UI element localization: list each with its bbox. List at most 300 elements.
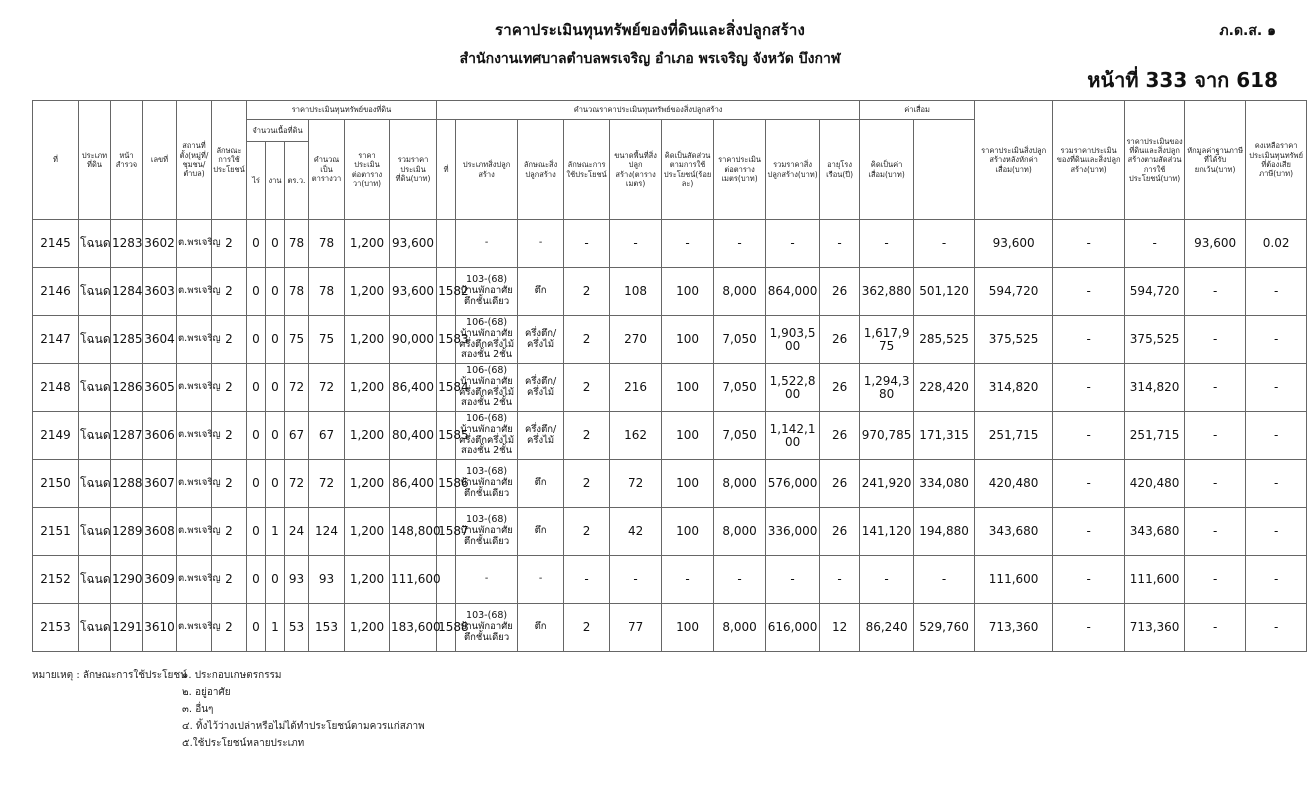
cell-b-type: 106-(68) บ้านพักอาศัยครึ่งตึกครึ่งไม้สองชั้น 2ชั้น xyxy=(456,412,518,460)
cell-tax-rate: - xyxy=(1246,556,1307,604)
cell-land-type: โฉนด xyxy=(79,364,111,412)
cell-location: ต.พรเจริญ xyxy=(177,556,212,604)
cell-b-price-per-m: 8,000 xyxy=(714,508,766,556)
cell-depr: 86,240 xyxy=(860,604,914,652)
cell-b-usage: 2 xyxy=(564,460,610,508)
cell-number: 3609 xyxy=(143,556,177,604)
cell-price-per-wa: 1,200 xyxy=(345,220,390,268)
cell-b-area: 270 xyxy=(610,316,662,364)
cell-sum-all: 314,820 xyxy=(975,364,1053,412)
cell-depr: 1,294,380 xyxy=(860,364,914,412)
cell-b-style: - xyxy=(518,556,564,604)
cell-no: 2147 xyxy=(33,316,79,364)
cell-b-style: ครึ่งตึก/ครึ่งไม้ xyxy=(518,364,564,412)
col-ratio-value: ราคาประเมินของที่ดินและสิ่งปลูกสร้างตามสัดส่วนการใช้ประโยชน์(บาท) xyxy=(1125,101,1185,220)
cell-deduct: - xyxy=(1125,220,1185,268)
cell-b-after: 334,080 xyxy=(914,460,975,508)
cell-remain: - xyxy=(1185,412,1246,460)
cell-page: 1291 xyxy=(111,604,143,652)
cell-land-type: โฉนด xyxy=(79,316,111,364)
cell-b-type: 103-(68) บ้านพักอาศัยตึกชั้นเดียว xyxy=(456,604,518,652)
cell-usage: 2 xyxy=(212,268,247,316)
cell-b-no: 1587 xyxy=(437,508,456,556)
cell-age: 12 xyxy=(820,604,860,652)
cell-sum-all: 111,600 xyxy=(975,556,1053,604)
cell-age: 26 xyxy=(820,412,860,460)
cell-land-total: 93,600 xyxy=(390,268,437,316)
cell-remain: - xyxy=(1185,508,1246,556)
cell-deduct: 251,715 xyxy=(1125,412,1185,460)
cell-remain: - xyxy=(1185,364,1246,412)
page-title: ราคาประเมินทุนทรัพย์ของที่ดินและสิ่งปลูกสร้าง xyxy=(494,21,806,39)
col-deduct: หักมูลค่าฐานภาษีที่ได้รับยกเว้น(บาท) xyxy=(1185,101,1246,220)
cell-ngan: 0 xyxy=(266,364,285,412)
cell-ratio-value: - xyxy=(1053,556,1125,604)
cell-land-total: 90,000 xyxy=(390,316,437,364)
cell-b-area: 77 xyxy=(610,604,662,652)
cell-ngan: 0 xyxy=(266,268,285,316)
col-page: หน้าสำรวจ xyxy=(111,101,143,220)
cell-b-total: 1,903,500 xyxy=(766,316,820,364)
cell-rai: 0 xyxy=(247,220,266,268)
table-row xyxy=(33,556,1307,604)
cell-b-after: 501,120 xyxy=(914,268,975,316)
cell-tax-rate: - xyxy=(1246,508,1307,556)
cell-rai: 0 xyxy=(247,316,266,364)
cell-b-usage: 2 xyxy=(564,604,610,652)
cell-deduct: 314,820 xyxy=(1125,364,1185,412)
cell-deduct: 594,720 xyxy=(1125,268,1185,316)
cell-ratio-value: - xyxy=(1053,604,1125,652)
cell-b-price-per-m: - xyxy=(714,556,766,604)
cell-wa: 72 xyxy=(285,460,309,508)
cell-age: 26 xyxy=(820,460,860,508)
col-building-usage: ลักษณะการใช้ประโยชน์ xyxy=(564,120,610,220)
cell-b-area: - xyxy=(610,556,662,604)
col-total-wa: คำนวณเป็นตารางวา xyxy=(309,120,345,220)
cell-remain: - xyxy=(1185,268,1246,316)
cell-land-total: 183,600 xyxy=(390,604,437,652)
cell-b-price-per-m: 7,050 xyxy=(714,364,766,412)
cell-no: 2148 xyxy=(33,364,79,412)
cell-b-percent: 100 xyxy=(662,604,714,652)
cell-rai: 0 xyxy=(247,604,266,652)
cell-b-style: ตึก xyxy=(518,604,564,652)
cell-price-per-wa: 1,200 xyxy=(345,460,390,508)
cell-b-style: - xyxy=(518,220,564,268)
cell-no: 2150 xyxy=(33,460,79,508)
cell-b-no: 1588 xyxy=(437,604,456,652)
cell-number: 3606 xyxy=(143,412,177,460)
cell-total-wa: 75 xyxy=(309,316,345,364)
cell-b-price-per-m: 8,000 xyxy=(714,460,766,508)
col-after-depreciation: ราคาประเมินสิ่งปลูกสร้างหลังหักค่าเสื่อม(บาท) xyxy=(975,101,1053,220)
table-row xyxy=(33,412,1307,460)
form-code: ภ.ด.ส. ๑ xyxy=(1219,23,1276,39)
cell-land-type: โฉนด xyxy=(79,268,111,316)
cell-b-type: - xyxy=(456,556,518,604)
table-row xyxy=(33,508,1307,556)
cell-usage: 2 xyxy=(212,604,247,652)
cell-ngan: 1 xyxy=(266,508,285,556)
cell-remain: 93,600 xyxy=(1185,220,1246,268)
cell-b-type: 103-(68) บ้านพักอาศัยตึกชั้นเดียว xyxy=(456,460,518,508)
cell-price-per-wa: 1,200 xyxy=(345,268,390,316)
cell-age: 26 xyxy=(820,316,860,364)
cell-b-after: 529,760 xyxy=(914,604,975,652)
cell-b-area: 162 xyxy=(610,412,662,460)
cell-ratio-value: - xyxy=(1053,412,1125,460)
cell-wa: 75 xyxy=(285,316,309,364)
cell-wa: 24 xyxy=(285,508,309,556)
cell-wa: 67 xyxy=(285,412,309,460)
cell-b-type: 106-(68) บ้านพักอาศัยครึ่งตึกครึ่งไม้สองชั้น 2ชั้น xyxy=(456,364,518,412)
cell-age: 26 xyxy=(820,268,860,316)
cell-number: 3603 xyxy=(143,268,177,316)
cell-location: ต.พรเจริญ xyxy=(177,412,212,460)
cell-tax-rate: - xyxy=(1246,364,1307,412)
cell-land-total: 93,600 xyxy=(390,220,437,268)
cell-wa: 78 xyxy=(285,268,309,316)
cell-page: 1283 xyxy=(111,220,143,268)
col-group-land: ราคาประเมินทุนทรัพย์ของที่ดิน xyxy=(247,101,437,120)
cell-tax-rate: - xyxy=(1246,268,1307,316)
cell-total-wa: 72 xyxy=(309,460,345,508)
cell-no: 2149 xyxy=(33,412,79,460)
col-age: อายุโรงเรือน(ปี) xyxy=(820,120,860,220)
cell-price-per-wa: 1,200 xyxy=(345,604,390,652)
cell-land-type: โฉนด xyxy=(79,412,111,460)
cell-depr: 241,920 xyxy=(860,460,914,508)
cell-b-style: ครึ่งตึก/ครึ่งไม้ xyxy=(518,316,564,364)
col-building-price: ราคาประเมินต่อตารางเมตร(บาท) xyxy=(714,120,766,220)
cell-b-total: 616,000 xyxy=(766,604,820,652)
cell-number: 3610 xyxy=(143,604,177,652)
col-group-area: จำนวนเนื้อที่ดิน xyxy=(247,120,309,142)
col-land-total: รวมราคาประเมินที่ดิน(บาท) xyxy=(390,120,437,220)
footnote-lead: หมายเหตุ : ลักษณะการใช้ประโยชน์ xyxy=(32,670,187,681)
col-building-no: ที่ xyxy=(437,120,456,220)
cell-no: 2146 xyxy=(33,268,79,316)
cell-location: ต.พรเจริญ xyxy=(177,460,212,508)
cell-location: ต.พรเจริญ xyxy=(177,220,212,268)
col-rai: ไร่ xyxy=(247,142,266,220)
cell-land-total: 86,400 xyxy=(390,460,437,508)
cell-deduct: 375,525 xyxy=(1125,316,1185,364)
cell-rai: 0 xyxy=(247,364,266,412)
cell-page: 1287 xyxy=(111,412,143,460)
cell-b-price-per-m: - xyxy=(714,220,766,268)
cell-b-total: - xyxy=(766,220,820,268)
cell-usage: 2 xyxy=(212,364,247,412)
cell-remain: - xyxy=(1185,604,1246,652)
cell-b-no xyxy=(437,220,456,268)
cell-number: 3604 xyxy=(143,316,177,364)
col-location: สถานที่ตั้ง(หมู่ที่/ชุมชน/ตำบล) xyxy=(177,101,212,220)
cell-depr: 970,785 xyxy=(860,412,914,460)
cell-b-total: 1,522,800 xyxy=(766,364,820,412)
cell-b-area: 42 xyxy=(610,508,662,556)
col-building-type: ประเภทสิ่งปลูกสร้าง xyxy=(456,120,518,220)
footnote-item: ๑. ประกอบเกษตรกรรม xyxy=(182,670,282,681)
table-row xyxy=(33,316,1307,364)
cell-page: 1288 xyxy=(111,460,143,508)
cell-sum-all: 251,715 xyxy=(975,412,1053,460)
col-group-depreciation: ค่าเสื่อม xyxy=(860,101,975,120)
cell-b-type: 106-(68) บ้านพักอาศัยครึ่งตึกครึ่งไม้สองชั้น 2ชั้น xyxy=(456,316,518,364)
col-number: เลขที่ xyxy=(143,101,177,220)
cell-land-type: โฉนด xyxy=(79,508,111,556)
cell-wa: 53 xyxy=(285,604,309,652)
cell-depr: 362,880 xyxy=(860,268,914,316)
cell-remain: - xyxy=(1185,316,1246,364)
cell-usage: 2 xyxy=(212,220,247,268)
cell-b-area: 72 xyxy=(610,460,662,508)
footnote-item: ๓. อื่นๆ xyxy=(182,704,214,715)
cell-b-percent: 100 xyxy=(662,268,714,316)
cell-page: 1290 xyxy=(111,556,143,604)
cell-b-percent: - xyxy=(662,220,714,268)
cell-total-wa: 78 xyxy=(309,220,345,268)
cell-ratio-value: - xyxy=(1053,316,1125,364)
cell-usage: 2 xyxy=(212,412,247,460)
cell-price-per-wa: 1,200 xyxy=(345,508,390,556)
cell-b-no: 1584 xyxy=(437,364,456,412)
cell-tax-rate: - xyxy=(1246,412,1307,460)
cell-number: 3605 xyxy=(143,364,177,412)
cell-b-price-per-m: 8,000 xyxy=(714,604,766,652)
col-no: ที่ xyxy=(33,101,79,220)
cell-remain: - xyxy=(1185,460,1246,508)
cell-age: - xyxy=(820,556,860,604)
cell-b-after: 228,420 xyxy=(914,364,975,412)
cell-b-area: 108 xyxy=(610,268,662,316)
col-depreciation: คิดเป็นค่าเสื่อม(บาท) xyxy=(860,120,914,220)
cell-age: 26 xyxy=(820,508,860,556)
page-number: หน้าที่ 333 จาก 618 xyxy=(1087,68,1278,92)
cell-page: 1284 xyxy=(111,268,143,316)
cell-b-area: - xyxy=(610,220,662,268)
cell-total-wa: 78 xyxy=(309,268,345,316)
cell-price-per-wa: 1,200 xyxy=(345,412,390,460)
cell-sum-all: 93,600 xyxy=(975,220,1053,268)
cell-b-percent: 100 xyxy=(662,412,714,460)
table-row xyxy=(33,460,1307,508)
cell-page: 1286 xyxy=(111,364,143,412)
cell-land-type: โฉนด xyxy=(79,220,111,268)
col-building-area: ขนาดพื้นที่สิ่งปลูกสร้าง(ตารางเมตร) xyxy=(610,120,662,220)
cell-land-total: 80,400 xyxy=(390,412,437,460)
cell-depr: - xyxy=(860,556,914,604)
cell-tax-rate: 0.02 xyxy=(1246,220,1307,268)
table-body xyxy=(33,220,1307,652)
cell-sum-all: 713,360 xyxy=(975,604,1053,652)
cell-rai: 0 xyxy=(247,460,266,508)
cell-age: 26 xyxy=(820,364,860,412)
cell-sum-all: 375,525 xyxy=(975,316,1053,364)
cell-b-price-per-m: 7,050 xyxy=(714,412,766,460)
cell-b-no: 1586 xyxy=(437,460,456,508)
table-row xyxy=(33,268,1307,316)
cell-land-type: โฉนด xyxy=(79,460,111,508)
cell-depr: 1,617,975 xyxy=(860,316,914,364)
col-group-building: คำนวณราคาประเมินทุนทรัพย์ของสิ่งปลูกสร้าง xyxy=(437,101,860,120)
cell-price-per-wa: 1,200 xyxy=(345,316,390,364)
cell-b-usage: 2 xyxy=(564,508,610,556)
cell-number: 3608 xyxy=(143,508,177,556)
cell-location: ต.พรเจริญ xyxy=(177,268,212,316)
footnote-item: ๕.ใช้ประโยชน์หลายประเภท xyxy=(182,738,305,749)
cell-total-wa: 124 xyxy=(309,508,345,556)
cell-b-percent: 100 xyxy=(662,508,714,556)
cell-rai: 0 xyxy=(247,412,266,460)
cell-b-usage: - xyxy=(564,220,610,268)
cell-land-type: โฉนด xyxy=(79,604,111,652)
cell-deduct: 343,680 xyxy=(1125,508,1185,556)
col-price-per-wa: ราคาประเมินต่อตารางวา(บาท) xyxy=(345,120,390,220)
col-remain: คงเหลือราคาประเมินทุนทรัพย์ที่ต้องเสียภาษี(บาท) xyxy=(1246,101,1307,220)
cell-land-total: 111,600 xyxy=(390,556,437,604)
cell-sum-all: 343,680 xyxy=(975,508,1053,556)
cell-total-wa: 67 xyxy=(309,412,345,460)
cell-b-percent: 100 xyxy=(662,364,714,412)
cell-b-no: 1585 xyxy=(437,412,456,460)
cell-ngan: 0 xyxy=(266,556,285,604)
cell-b-percent: 100 xyxy=(662,460,714,508)
col-wa: ตร.ว. xyxy=(285,142,309,220)
cell-number: 3602 xyxy=(143,220,177,268)
cell-no: 2151 xyxy=(33,508,79,556)
cell-b-after: 171,315 xyxy=(914,412,975,460)
cell-deduct: 420,480 xyxy=(1125,460,1185,508)
cell-ngan: 1 xyxy=(266,604,285,652)
cell-b-percent: - xyxy=(662,556,714,604)
cell-b-usage: - xyxy=(564,556,610,604)
cell-b-total: - xyxy=(766,556,820,604)
assessment-table xyxy=(32,100,1307,652)
cell-b-total: 1,142,100 xyxy=(766,412,820,460)
cell-b-after: - xyxy=(914,220,975,268)
cell-b-no: 1583 xyxy=(437,316,456,364)
cell-page: 1289 xyxy=(111,508,143,556)
cell-price-per-wa: 1,200 xyxy=(345,556,390,604)
cell-ngan: 0 xyxy=(266,412,285,460)
cell-b-type: - xyxy=(456,220,518,268)
col-usage: ลักษณะการใช้ประโยชน์ xyxy=(212,101,247,220)
cell-b-usage: 2 xyxy=(564,316,610,364)
cell-b-style: ตึก xyxy=(518,268,564,316)
cell-b-usage: 2 xyxy=(564,412,610,460)
cell-remain: - xyxy=(1185,556,1246,604)
cell-usage: 2 xyxy=(212,316,247,364)
office-subtitle: สำนักงานเทศบาลตำบลพรเจริญ อำเภอ พรเจริญ จังหวัด บึงกาฬ xyxy=(459,51,841,67)
cell-sum-all: 594,720 xyxy=(975,268,1053,316)
cell-total-wa: 72 xyxy=(309,364,345,412)
cell-rai: 0 xyxy=(247,508,266,556)
cell-tax-rate: - xyxy=(1246,460,1307,508)
cell-b-style: ครึ่งตึก/ครึ่งไม้ xyxy=(518,412,564,460)
cell-ratio-value: - xyxy=(1053,508,1125,556)
cell-usage: 2 xyxy=(212,556,247,604)
cell-total-wa: 153 xyxy=(309,604,345,652)
cell-rai: 0 xyxy=(247,268,266,316)
cell-b-after: 285,525 xyxy=(914,316,975,364)
cell-location: ต.พรเจริญ xyxy=(177,508,212,556)
cell-b-usage: 2 xyxy=(564,268,610,316)
cell-b-usage: 2 xyxy=(564,364,610,412)
cell-b-no: 1582 xyxy=(437,268,456,316)
cell-usage: 2 xyxy=(212,508,247,556)
cell-ngan: 0 xyxy=(266,460,285,508)
cell-deduct: 713,360 xyxy=(1125,604,1185,652)
col-building-style: ลักษณะสิ่งปลูกสร้าง xyxy=(518,120,564,220)
cell-b-area: 216 xyxy=(610,364,662,412)
cell-b-price-per-m: 8,000 xyxy=(714,268,766,316)
cell-b-price-per-m: 7,050 xyxy=(714,316,766,364)
table-row xyxy=(33,220,1307,268)
cell-b-after: 194,880 xyxy=(914,508,975,556)
cell-b-after: - xyxy=(914,556,975,604)
table-row xyxy=(33,604,1307,652)
cell-land-total: 86,400 xyxy=(390,364,437,412)
cell-b-style: ตึก xyxy=(518,508,564,556)
cell-b-type: 103-(68) บ้านพักอาศัยตึกชั้นเดียว xyxy=(456,508,518,556)
cell-wa: 78 xyxy=(285,220,309,268)
cell-ratio-value: - xyxy=(1053,268,1125,316)
table-row xyxy=(33,364,1307,412)
cell-ngan: 0 xyxy=(266,220,285,268)
cell-ratio-value: - xyxy=(1053,220,1125,268)
cell-location: ต.พรเจริญ xyxy=(177,604,212,652)
cell-page: 1285 xyxy=(111,316,143,364)
cell-depr: 141,120 xyxy=(860,508,914,556)
cell-tax-rate: - xyxy=(1246,316,1307,364)
cell-depr: - xyxy=(860,220,914,268)
cell-number: 3607 xyxy=(143,460,177,508)
cell-deduct: 111,600 xyxy=(1125,556,1185,604)
cell-rai: 0 xyxy=(247,556,266,604)
footnote-item: ๔. ทิ้งไว้ว่างเปล่าหรือไม่ได้ทำประโยชน์ตามควรแก่สภาพ xyxy=(182,721,425,732)
cell-no: 2153 xyxy=(33,604,79,652)
footnote-item: ๒. อยู่อาศัย xyxy=(182,687,231,698)
cell-sum-all: 420,480 xyxy=(975,460,1053,508)
col-ngan: งาน xyxy=(266,142,285,220)
cell-no: 2145 xyxy=(33,220,79,268)
cell-b-total: 864,000 xyxy=(766,268,820,316)
col-building-total: รวมราคาสิ่งปลูกสร้าง(บาท) xyxy=(766,120,820,220)
col-sum-all: รวมราคาประเมินของที่ดินและสิ่งปลูกสร้าง(บาท) xyxy=(1053,101,1125,220)
cell-wa: 93 xyxy=(285,556,309,604)
cell-b-percent: 100 xyxy=(662,316,714,364)
col-land-type: ประเภทที่ดิน xyxy=(79,101,111,220)
cell-b-style: ตึก xyxy=(518,460,564,508)
cell-b-total: 576,000 xyxy=(766,460,820,508)
cell-land-total: 148,800 xyxy=(390,508,437,556)
cell-location: ต.พรเจริญ xyxy=(177,316,212,364)
cell-b-type: 103-(68) บ้านพักอาศัยตึกชั้นเดียว xyxy=(456,268,518,316)
cell-no: 2152 xyxy=(33,556,79,604)
cell-land-type: โฉนด xyxy=(79,556,111,604)
cell-ratio-value: - xyxy=(1053,364,1125,412)
cell-tax-rate: - xyxy=(1246,604,1307,652)
cell-price-per-wa: 1,200 xyxy=(345,364,390,412)
cell-b-total: 336,000 xyxy=(766,508,820,556)
cell-total-wa: 93 xyxy=(309,556,345,604)
cell-usage: 2 xyxy=(212,460,247,508)
col-building-percent: คิดเป็นสัดส่วนตามการใช้ประโยชน์(ร้อยละ) xyxy=(662,120,714,220)
cell-ratio-value: - xyxy=(1053,460,1125,508)
cell-wa: 72 xyxy=(285,364,309,412)
